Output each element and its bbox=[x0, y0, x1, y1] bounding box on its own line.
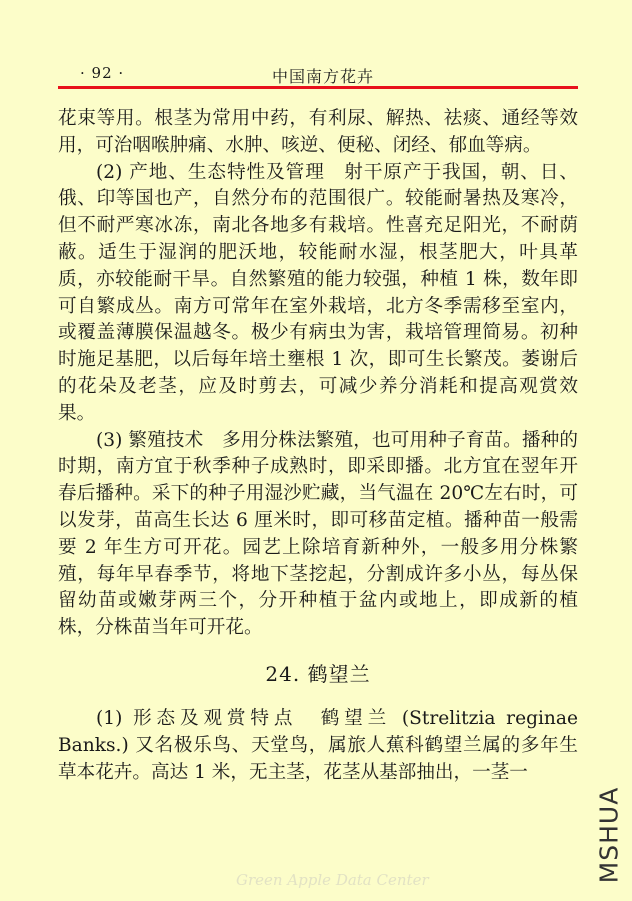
side-mark-text: MSHUA bbox=[594, 786, 624, 884]
paragraph-habitat: (2) 产地、生态特性及管理 射干原产于我国，朝、日、俄、印等国也产，自然分布的范围很广。较能耐暑热及寒冷，但不耐严寒冰冻，南北各地多有栽培。性喜充足阳光，不耐荫蔽。适生于湿润的肥沃地，较能耐水湿，根茎肥大，叶具革质，亦较能耐干旱。自然繁殖的能力较强，种植 1 株，数年即可自繁成丛。南方可常年在室外栽培，北方冬季需移至室内，或覆盖薄膜保温越冬。极少有病虫为害，栽培管理简易。初种时施足基肥，以后每年培土壅根 1 次，即可生长繁茂。萎谢后的花朵及老茎，应及时剪去，可减少养分消耗和提高观赏效果。 bbox=[58, 161, 578, 424]
body-text bbox=[58, 106, 578, 786]
section-heading: 24. 鹤望兰 bbox=[265, 661, 371, 686]
paragraph-continuation: 花束等用。根茎为常用中药，有利尿、解热、祛痰、通经等效用，可治咽喉肿痛、水肿、咳逆、便秘、闭经、郁血等病。 bbox=[58, 108, 578, 156]
paragraph-propagation: (3) 繁殖技术 多用分株法繁殖，也可用种子育苗。播种的时期，南方宜于秋季种子成熟时，即采即播。北方宜在翌年开春后播种。采下的种子用湿沙贮藏，当气温在 20℃左右时，可以发芽，苗高生长达 6 厘米时，即可移苗定植。播种苗一般需要 2 年生方可开花。园艺上除培育新种外，一般多用分株繁殖，每年早春季节，将地下茎挖起，分割成许多小丛，每丛保留幼苗或嫩芽两三个，分开种植于盆内或地上，即成新的植株，分株苗当年可开花。 bbox=[58, 429, 578, 639]
page-header bbox=[58, 60, 578, 88]
header-rule bbox=[58, 86, 578, 89]
side-mark bbox=[594, 780, 624, 890]
paragraph-morphology: (1) 形态及观赏特点 鹤望兰 (Strelitzia reginae Banks.) 又名极乐鸟、天堂鸟，属旅人蕉科鹤望兰属的多年生草本花卉。高达 1 米，无主茎，花茎从基部抽出，一茎一 bbox=[58, 707, 578, 783]
page-number: · 92 · bbox=[80, 64, 125, 82]
watermark: Green Apple Data Center bbox=[236, 871, 429, 889]
running-title: 中国南方花卉 bbox=[272, 67, 375, 86]
